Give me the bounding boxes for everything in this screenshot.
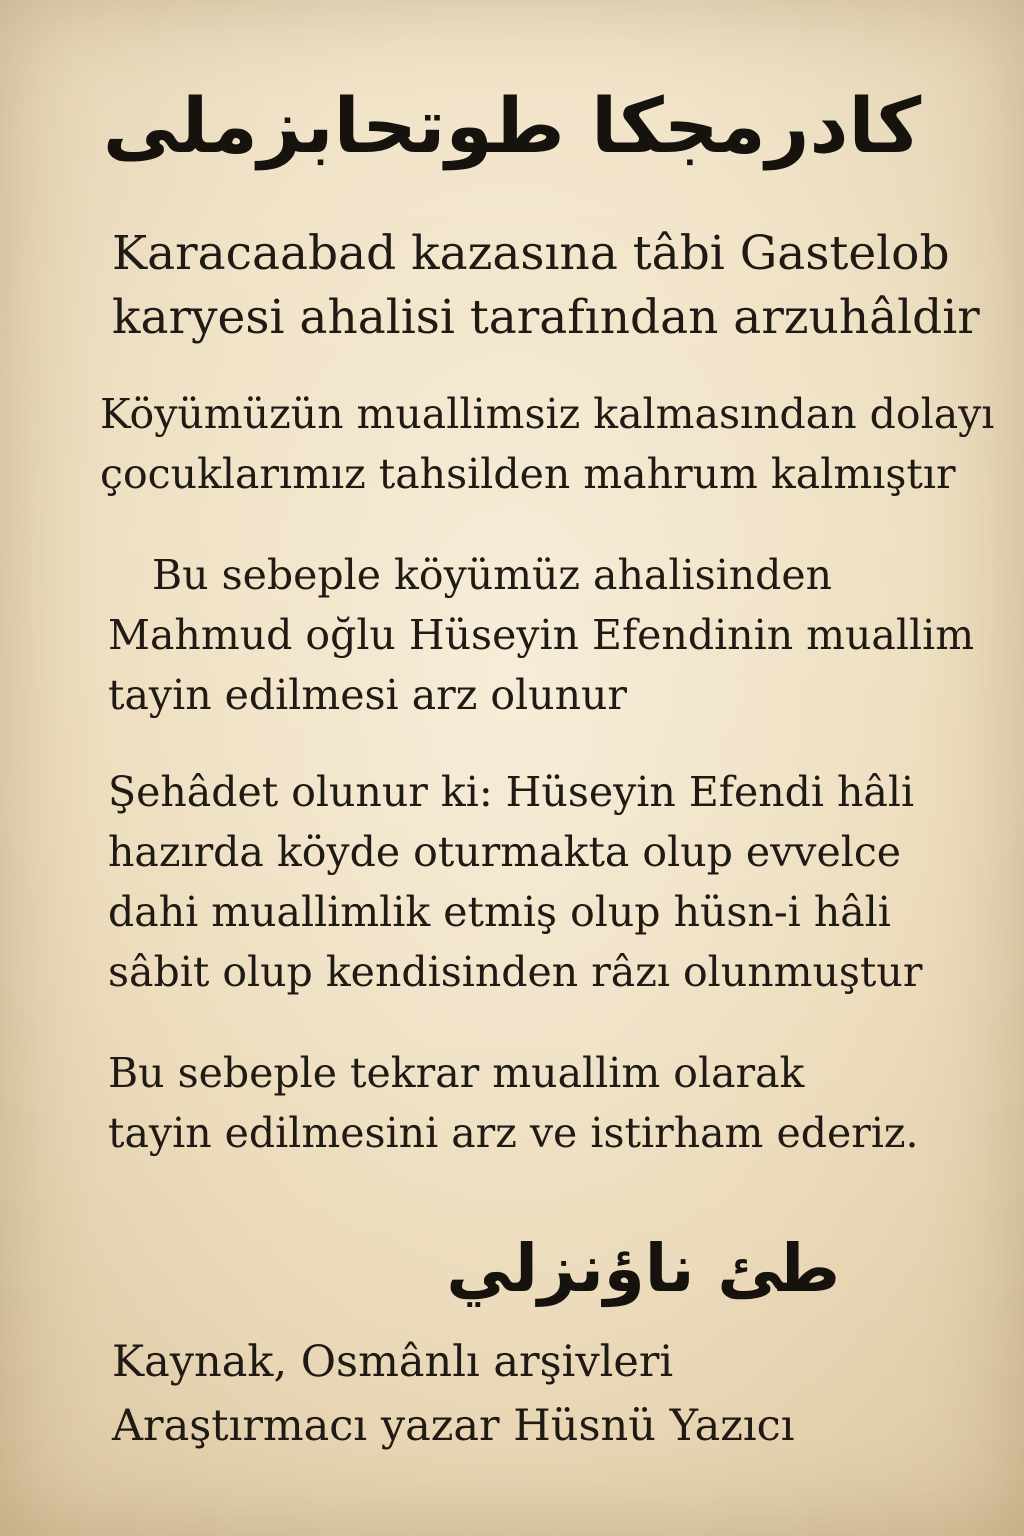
text-line: tayin edilmesi arz olunur: [108, 671, 627, 719]
text-line: sâbit olup kendisinden râzı olunmuştur: [108, 948, 923, 996]
arabic-heading: كادرمجکا طوتحابزملى: [102, 81, 922, 170]
heading-line: karyesi ahalisi tarafından arzuhâldir: [112, 290, 980, 345]
source-line: Araştırmacı yazar Hüsnü Yazıcı: [112, 1401, 795, 1451]
text-line: Şehâdet olunur ki: Hüseyin Efendi hâli: [108, 768, 915, 816]
petition-heading: [112, 222, 980, 350]
paragraph-closing: [108, 1043, 919, 1163]
text-line: dahi muallimlik etmiş olup hüsn-i hâli: [108, 888, 891, 936]
source-credit: [112, 1330, 795, 1458]
paragraph-testimony: [108, 762, 922, 1002]
text-line: çocuklarımız tahsilden mahrum kalmıştır: [100, 450, 956, 498]
text-line: tayin edilmesini arz ve istirham ederiz.: [108, 1109, 919, 1157]
text-line: Mahmud oğlu Hüseyin Efendinin muallim: [108, 611, 975, 659]
paragraph-situation: [100, 384, 994, 504]
heading-line: Karacaabad kazasına tâbi Gastelob: [112, 226, 950, 281]
arabic-signature: طئ ناؤنزلي: [446, 1230, 840, 1307]
text-line: Bu sebeple köyümüz ahalisinden: [152, 551, 833, 599]
source-line: Kaynak, Osmânlı arşivleri: [112, 1337, 674, 1387]
paragraph-request: [108, 545, 974, 725]
text-line: Köyümüzün muallimsiz kalmasından dolayı: [100, 390, 995, 438]
text-line: hazırda köyde oturmakta olup evvelce: [108, 828, 902, 876]
text-line: Bu sebeple tekrar muallim olarak: [108, 1049, 805, 1097]
